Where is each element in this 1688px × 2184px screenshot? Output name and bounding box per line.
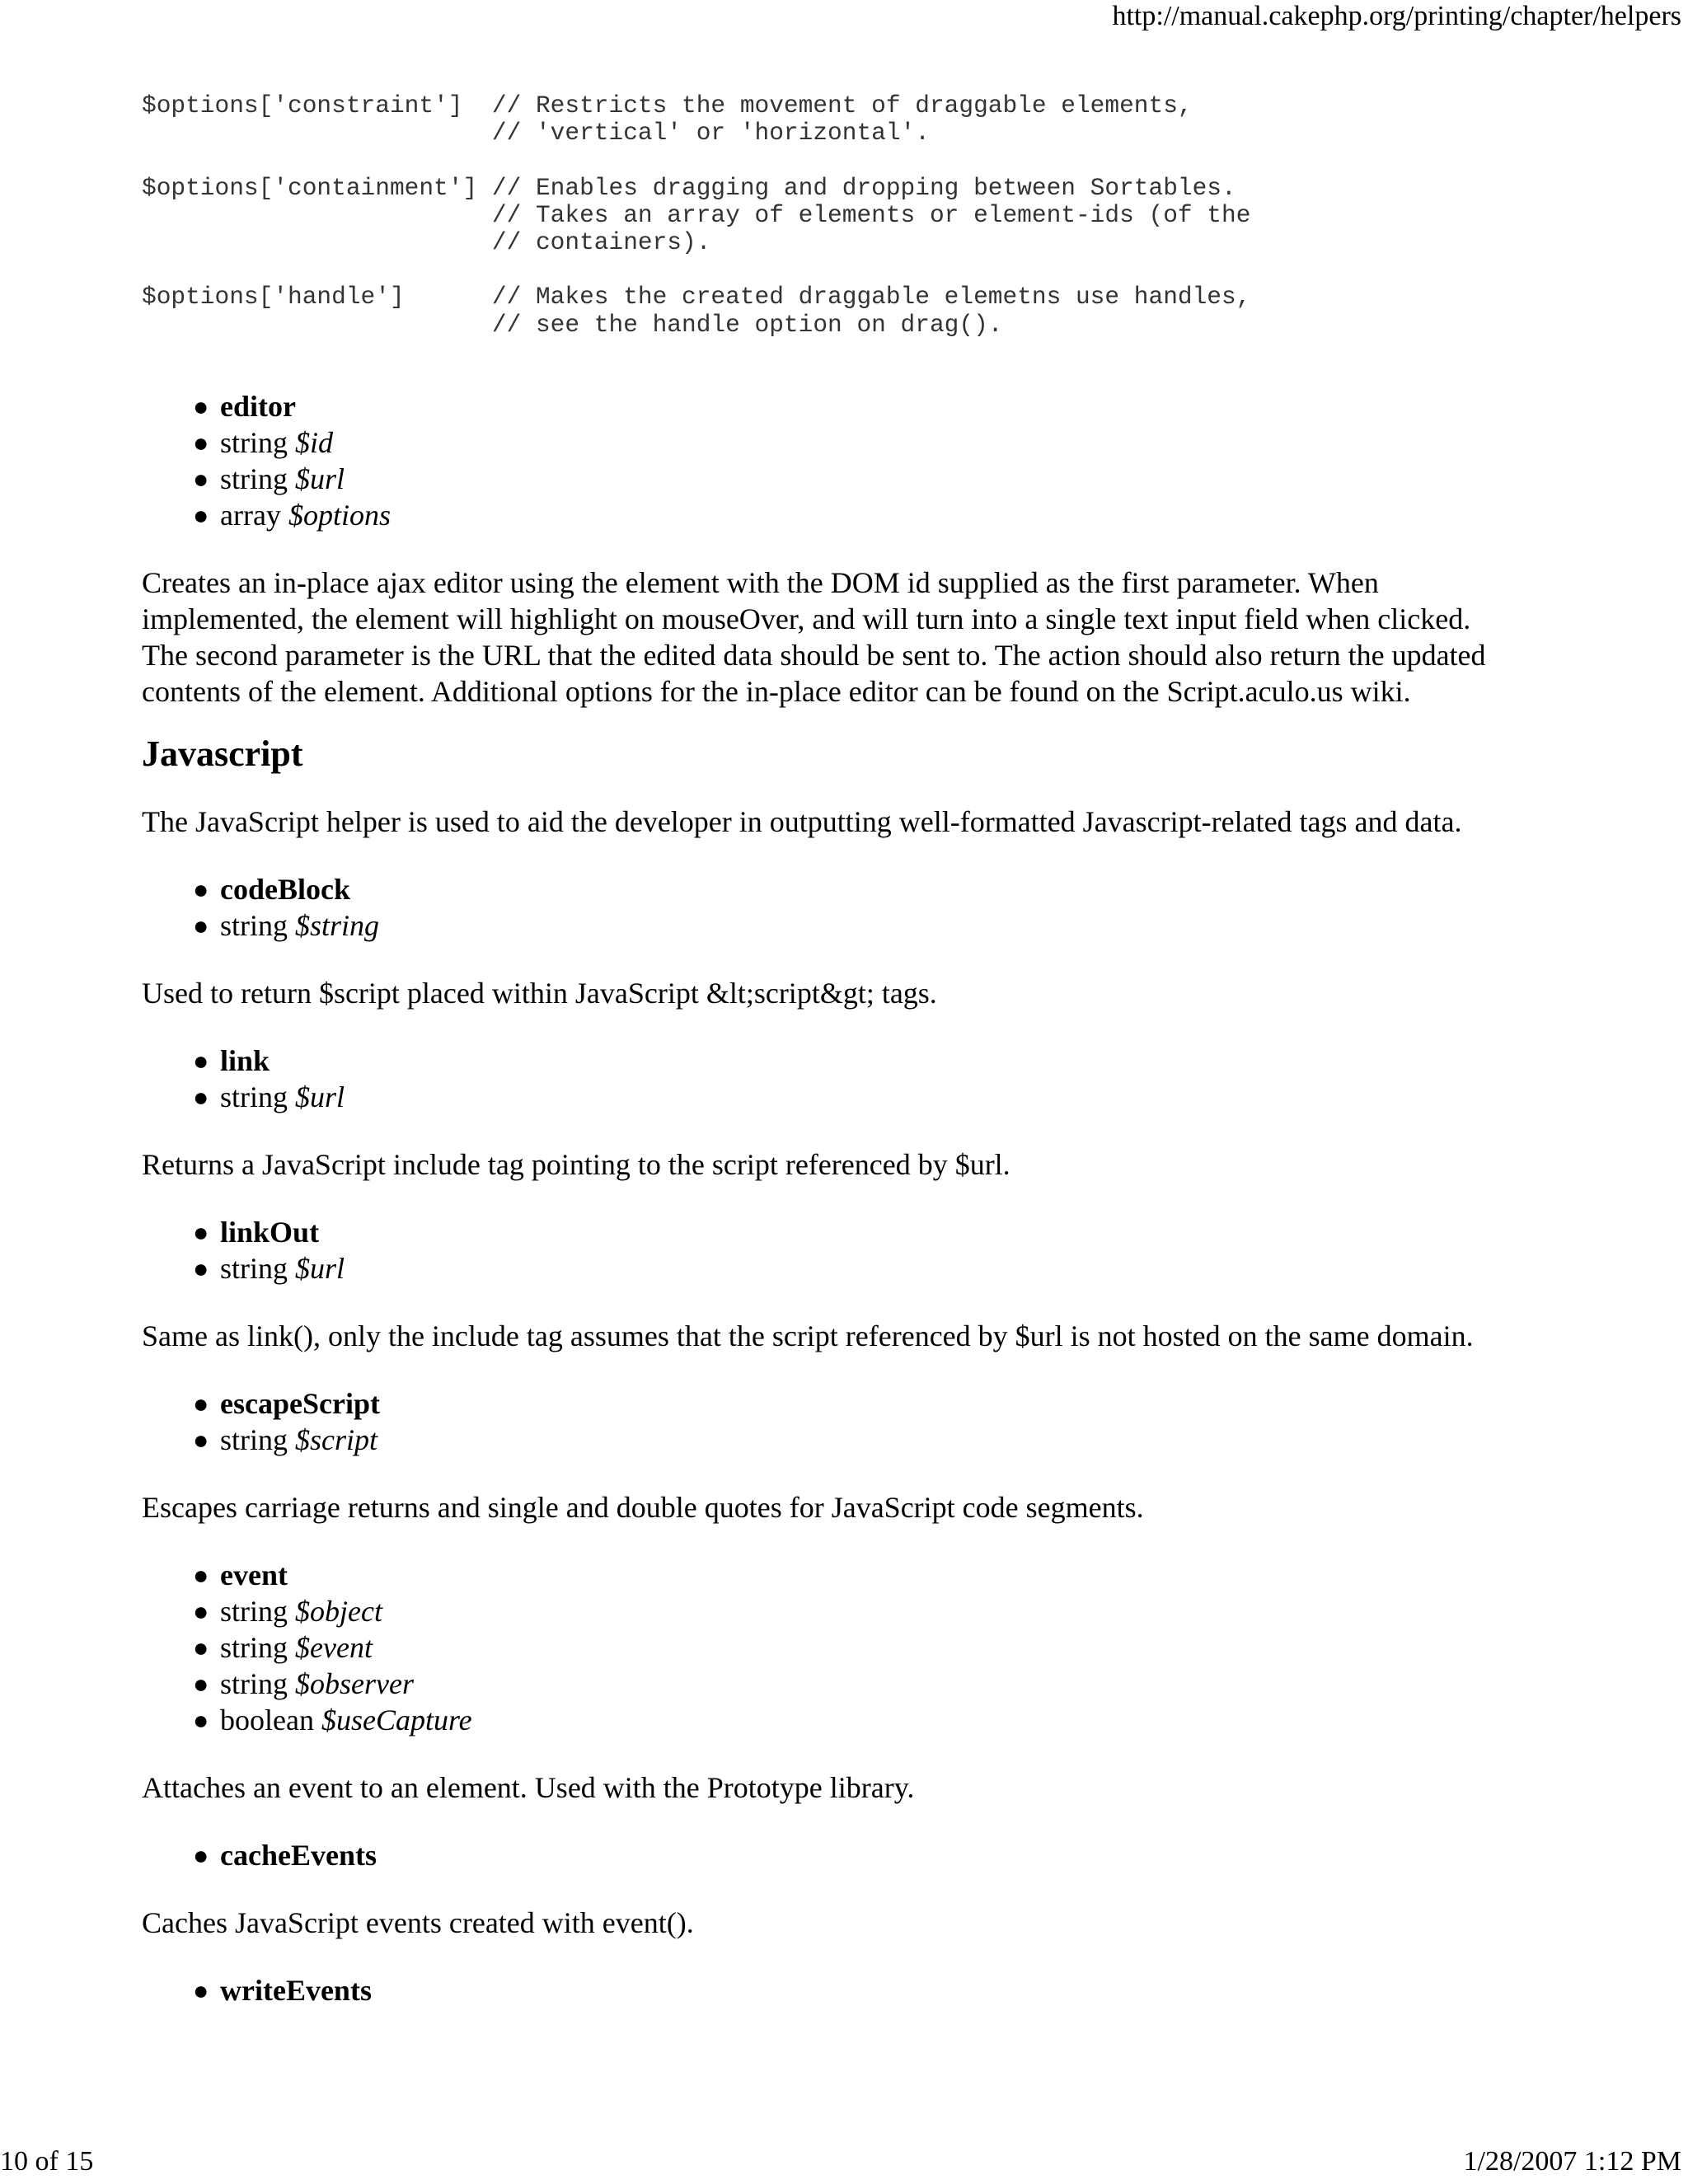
list-item: [193, 1702, 1650, 1738]
list-item: [193, 1385, 1650, 1422]
code-line: // see the handle option on drag().: [142, 310, 1003, 339]
function-name: linkOut: [220, 1215, 320, 1249]
section-heading-javascript: Javascript: [142, 733, 303, 774]
linkout-signature-list: [142, 1214, 1650, 1286]
code-line: // 'vertical' or 'horizontal'.: [142, 119, 930, 148]
event-signature-list: [142, 1557, 1650, 1738]
param-var: $url: [295, 1080, 345, 1113]
function-name: link: [220, 1043, 270, 1077]
list-item: [193, 871, 1650, 907]
codeblock-signature-list: [142, 871, 1650, 944]
bullet-icon: ●: [193, 463, 209, 494]
bullet-icon: ●: [193, 874, 209, 904]
function-name: codeBlock: [220, 872, 350, 906]
code-line: $options['handle'] // Makes the created draggable elemetns use handles,: [142, 283, 1251, 312]
param-var: $useCapture: [321, 1703, 472, 1736]
param-type: boolean: [220, 1703, 314, 1736]
page-number-footer: 10 of 15: [0, 2146, 94, 2177]
list-item: [193, 1593, 1650, 1629]
list-item: [193, 1837, 1650, 1873]
description-line: implemented, the element will highlight on mouseOver, and will turn into a single text input field when clicked.: [142, 602, 1471, 635]
function-description: Returns a JavaScript include tag pointing to the script referenced by $url.: [142, 1147, 1010, 1181]
list-item: [193, 1422, 1650, 1458]
code-line: // containers).: [142, 228, 711, 256]
bullet-icon: ●: [193, 910, 209, 940]
param-var: $observer: [295, 1666, 414, 1700]
bullet-icon: ●: [193, 1045, 209, 1076]
function-description: Escapes carriage returns and single and double quotes for JavaScript code segments.: [142, 1490, 1144, 1524]
param-type: string: [220, 462, 288, 495]
list-item: [193, 461, 1650, 497]
function-name: writeEvents: [220, 1973, 372, 2007]
list-item: [193, 497, 1650, 533]
function-description: Same as link(), only the include tag assumes that the script referenced by $url is not hosted on the same domain.: [142, 1319, 1474, 1352]
bullet-icon: ●: [193, 1668, 209, 1699]
param-type: string: [220, 425, 288, 459]
code-line: $options['constraint'] // Restricts the movement of draggable elements,: [142, 91, 1193, 120]
bullet-icon: ●: [193, 499, 209, 530]
description-line: The second parameter is the URL that the edited data should be sent to. The action should also return the updated: [142, 638, 1486, 672]
editor-description: [142, 565, 1650, 710]
editor-signature-list: [142, 388, 1650, 533]
bullet-icon: ●: [193, 391, 209, 421]
function-name: cacheEvents: [220, 1838, 377, 1872]
code-line: $options['containment'] // Enables dragging and dropping between Sortables.: [142, 173, 1236, 202]
param-type: string: [220, 1080, 288, 1113]
function-name: event: [220, 1558, 288, 1591]
list-item: [193, 1250, 1650, 1286]
param-var: $script: [295, 1422, 378, 1456]
page-url-header: http://manual.cakephp.org/printing/chapter/helpers: [1112, 1, 1681, 31]
list-item: [193, 424, 1650, 461]
list-item: [193, 1079, 1650, 1115]
bullet-icon: ●: [193, 1840, 209, 1870]
list-item: [193, 1043, 1650, 1079]
param-var: $options: [288, 498, 391, 532]
bullet-icon: ●: [193, 1216, 209, 1247]
bullet-icon: ●: [193, 427, 209, 457]
options-code-section: [142, 92, 1650, 339]
code-block-handle: [142, 284, 1650, 338]
bullet-icon: ●: [193, 1975, 209, 2005]
list-item: [193, 1557, 1650, 1593]
bullet-icon: ●: [193, 1704, 209, 1735]
function-name: editor: [220, 389, 296, 423]
param-type: string: [220, 1666, 288, 1700]
param-var: $string: [295, 908, 380, 942]
function-name: escapeScript: [220, 1386, 380, 1420]
param-type: string: [220, 1422, 288, 1456]
list-item: [193, 388, 1650, 424]
list-item: [193, 1666, 1650, 1702]
param-type: array: [220, 498, 281, 532]
bullet-icon: ●: [193, 1632, 209, 1662]
document-content: [142, 92, 1650, 2008]
param-type: string: [220, 908, 288, 942]
list-item: [193, 907, 1650, 944]
writeevents-signature-list: [142, 1972, 1650, 2008]
bullet-icon: ●: [193, 1559, 209, 1590]
code-block-constraint: [142, 92, 1650, 147]
bullet-icon: ●: [193, 1081, 209, 1112]
description-line: Creates an in-place ajax editor using the element with the DOM id supplied as the first parameter. When: [142, 565, 1379, 599]
function-description: Used to return $script placed within JavaScript &lt;script&gt; tags.: [142, 976, 937, 1010]
cacheevents-signature-list: [142, 1837, 1650, 1873]
bullet-icon: ●: [193, 1596, 209, 1626]
section-intro: The JavaScript helper is used to aid the developer in outputting well-formatted Javascript-related tags and data.: [142, 804, 1462, 838]
function-description: Caches JavaScript events created with event().: [142, 1905, 694, 1939]
param-var: $event: [295, 1630, 373, 1664]
param-var: $id: [295, 425, 334, 459]
list-item: [193, 1214, 1650, 1250]
bullet-icon: ●: [193, 1424, 209, 1455]
param-type: string: [220, 1251, 288, 1285]
escapescript-signature-list: [142, 1385, 1650, 1458]
list-item: [193, 1972, 1650, 2008]
link-signature-list: [142, 1043, 1650, 1115]
list-item: [193, 1629, 1650, 1666]
param-var: $object: [295, 1594, 382, 1628]
param-type: string: [220, 1630, 288, 1664]
function-description: Attaches an event to an element. Used with the Prototype library.: [142, 1770, 915, 1804]
bullet-icon: ●: [193, 1253, 209, 1283]
description-line: contents of the element. Additional options for the in-place editor can be found on the Script.aculo.us wiki.: [142, 674, 1411, 708]
param-type: string: [220, 1594, 288, 1628]
param-var: $url: [295, 1251, 345, 1285]
code-block-containment: [142, 175, 1650, 257]
bullet-icon: ●: [193, 1388, 209, 1418]
print-datetime-footer: 1/28/2007 1:12 PM: [1463, 2146, 1681, 2177]
code-line: // Takes an array of elements or element-ids (of the: [142, 200, 1251, 229]
param-var: $url: [295, 462, 345, 495]
